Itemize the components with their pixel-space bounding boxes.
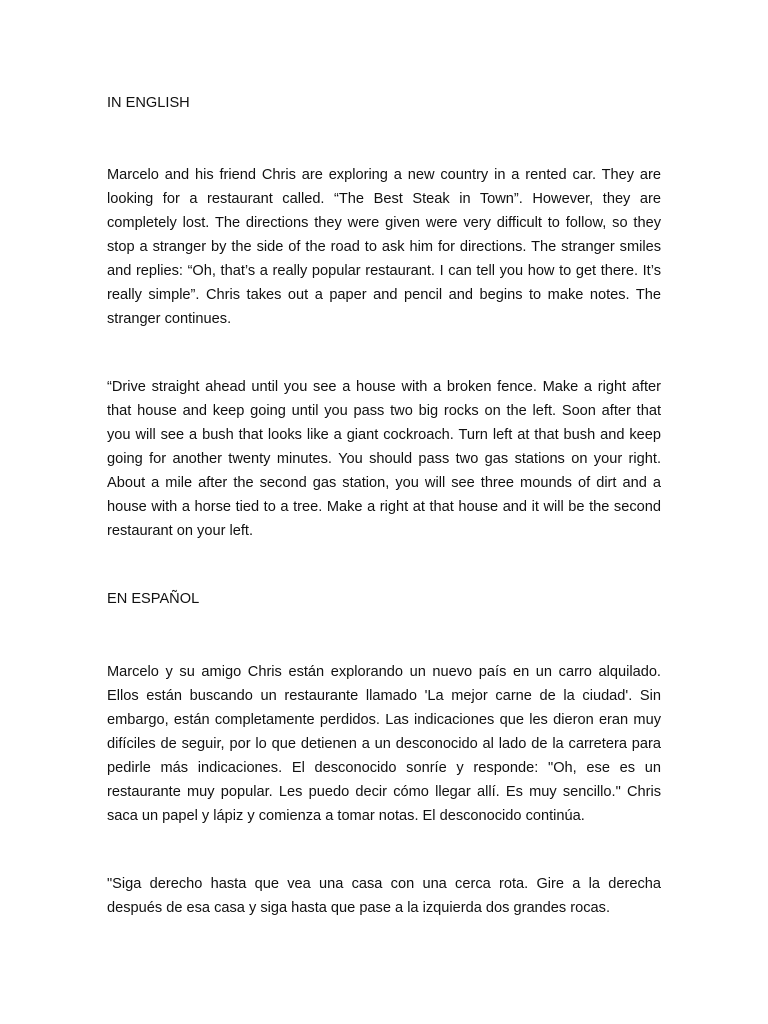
- english-section-heading: IN ENGLISH: [107, 95, 190, 111]
- spanish-paragraph-directions: "Siga derecho hasta que vea una casa con una cerca rota. Gire a la derecha después de esa casa y siga hasta que pase a la izquierda dos grandes rocas.: [107, 876, 661, 916]
- spanish-paragraph-intro: Marcelo y su amigo Chris están explorando un nuevo país en un carro alquilado. Ellos están buscando un restaurante llamado 'La mejor carne de la ciudad'. Sin embargo, están completamente perdidos. Las indicaciones que les dieron eran muy difíciles de seguir, por lo que detienen a un desconocido al lado de la carretera para pedirle más indicaciones. El desconocido sonríe y responde: "Oh, ese es un restaurante muy popular. Les puedo decir cómo llegar allí. Es muy sencillo." Chris saca un papel y lápiz y comienza a tomar notas. El desconocido continúa.: [107, 664, 661, 824]
- document-page: [107, 93, 661, 920]
- spanish-section-heading: EN ESPAÑOL: [107, 591, 200, 607]
- english-paragraph-intro: Marcelo and his friend Chris are exploring a new country in a rented car. They are looking for a restaurant called. “The Best Steak in Town”. However, they are completely lost. The directions they were given were very difficult to follow, so they stop a stranger by the side of the road to ask him for directions. The stranger smiles and replies: “Oh, that’s a really popular restaurant. I can tell you how to get there. It’s really simple”. Chris takes out a paper and pencil and begins to make notes. The stranger continues.: [107, 167, 661, 327]
- english-paragraph-directions: “Drive straight ahead until you see a house with a broken fence. Make a right after that house and keep going until you pass two big rocks on the left. Soon after that you will see a bush that looks like a giant cockroach. Turn left at that bush and keep going for another twenty minutes. You should pass two gas stations on your right. About a mile after the second gas station, you will see three mounds of dirt and a house with a horse tied to a tree. Make a right at that house and it will be the second restaurant on your left.: [107, 379, 661, 539]
